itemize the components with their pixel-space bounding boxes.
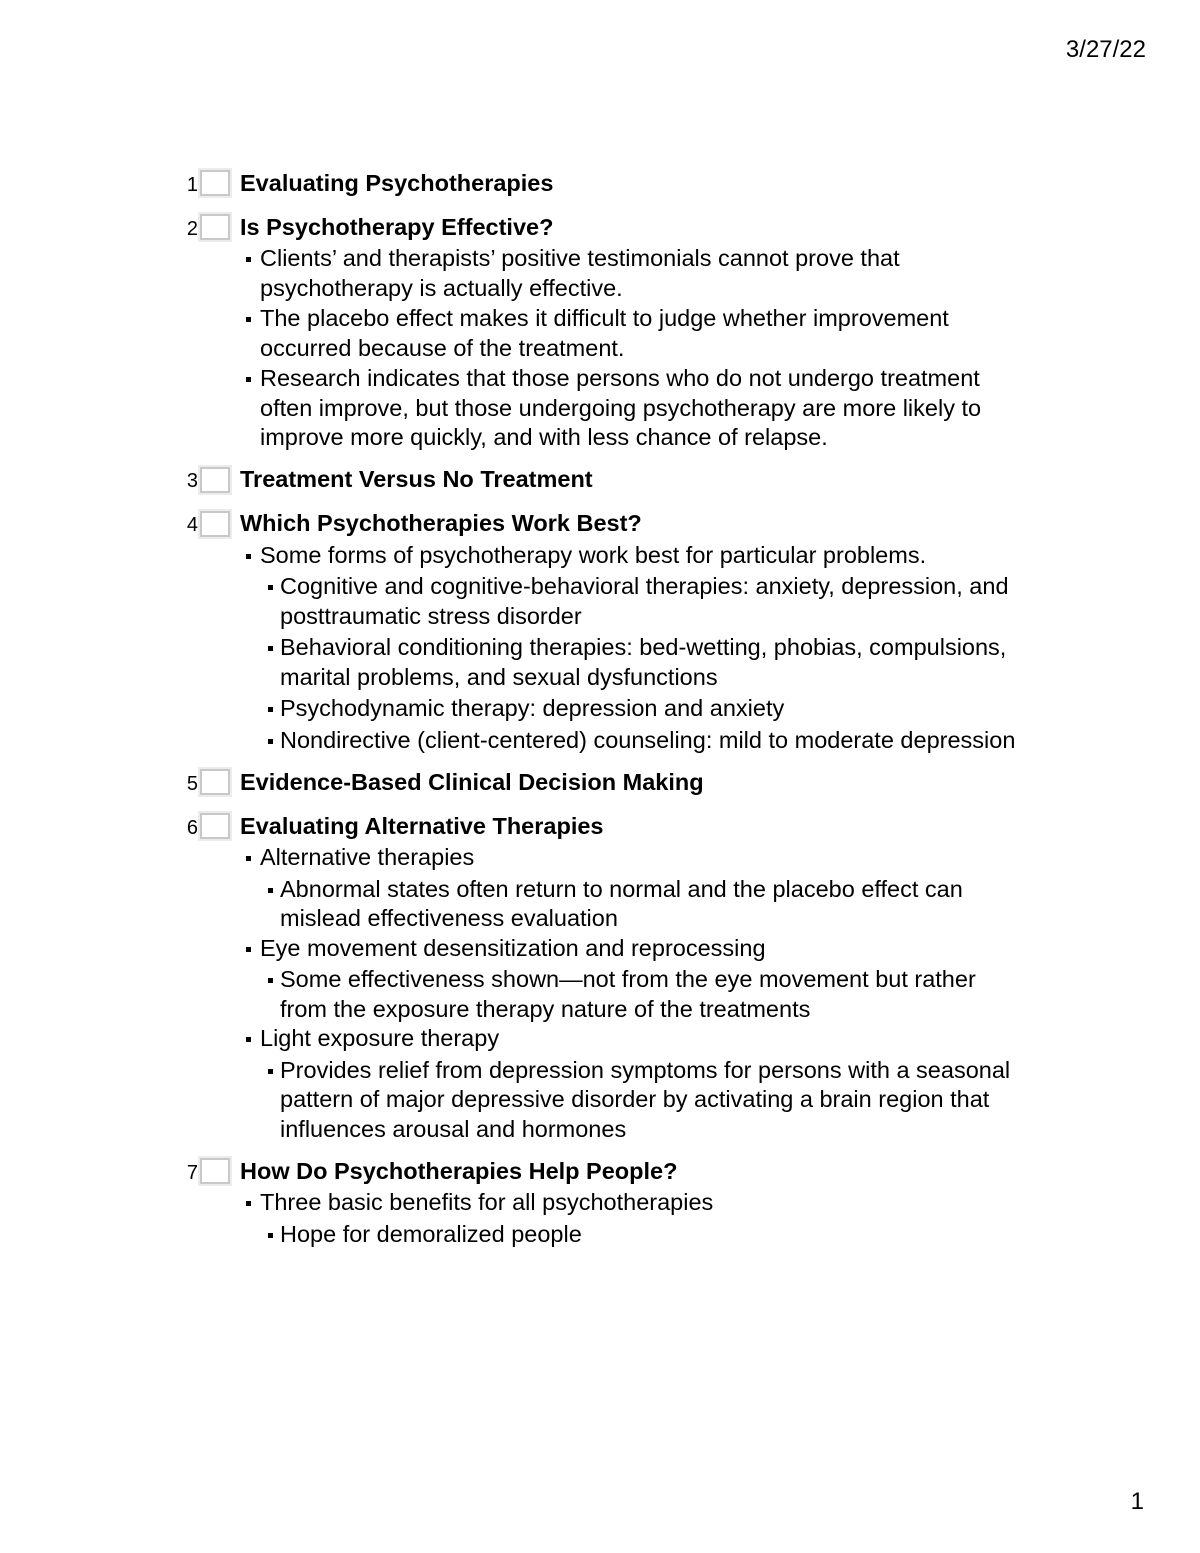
slide-entry (176, 463, 1056, 497)
bullet-item: Eye movement desensitization and reprocessing (176, 934, 1020, 964)
sub-bullet-item: Provides relief from depression symptoms for persons with a seasonal pattern of major depressive disorder by activating a brain region that influences arousal and hormones (176, 1056, 1020, 1145)
bullet-list (176, 1188, 1056, 1249)
page-number: 1 (1130, 1488, 1144, 1515)
slide-number: 5 (186, 772, 198, 795)
slide-thumbnail (200, 511, 230, 537)
slide-entry (176, 1154, 1056, 1249)
slide-title: Evaluating Psychotherapies (240, 169, 554, 196)
sub-bullet-item: Cognitive and cognitive-behavioral therapies: anxiety, depression, and posttraumatic stress disorder (176, 572, 1020, 631)
slide-title: How Do Psychotherapies Help People? (240, 1157, 678, 1184)
slide-number: 3 (186, 470, 198, 492)
slide-title: Evaluating Alternative Therapies (240, 812, 604, 839)
slide-header (176, 210, 1056, 244)
bullet-item: Alternative therapies (176, 843, 1020, 873)
sub-bullet-item: Hope for demoralized people (176, 1220, 1020, 1250)
slide-number: 4 (186, 514, 198, 536)
slide-thumbnail (200, 813, 230, 839)
slide-thumbnail (200, 214, 230, 240)
slide-title: Evidence-Based Clinical Decision Making (240, 768, 704, 795)
slide-entry (176, 507, 1056, 756)
sub-bullet-item: Nondirective (client-centered) counseling: mild to moderate depression (176, 726, 1020, 756)
slide-number: 6 (186, 816, 198, 839)
bullet-list (176, 244, 1056, 453)
sub-bullet-item: Behavioral conditioning therapies: bed-wetting, phobias, compulsions, marital problems, and sexual dysfunctions (176, 633, 1020, 692)
bullet-item: Clients’ and therapists’ positive testimonials cannot prove that psychotherapy is actually effective. (176, 244, 1020, 303)
sub-bullet-item: Abnormal states often return to normal and the placebo effect can mislead effectiveness evaluation (176, 875, 1020, 934)
sub-bullet-item: Psychodynamic therapy: depression and anxiety (176, 694, 1020, 724)
bullet-item: The placebo effect makes it difficult to judge whether improvement occurred because of the treatment. (176, 304, 1020, 363)
slide-thumbnail (200, 769, 230, 795)
slide-thumbnail (200, 1158, 230, 1184)
slide-entry (176, 765, 1056, 799)
slide-entry (176, 210, 1056, 453)
slide-header (176, 809, 1056, 843)
slide-header (176, 765, 1056, 799)
slide-header (176, 166, 1056, 200)
slide-thumbnail (200, 170, 230, 196)
slide-thumbnail (200, 467, 230, 493)
bullet-item: Some forms of psychotherapy work best for particular problems. (176, 541, 1020, 571)
slide-entry (176, 809, 1056, 1144)
slide-entry (176, 166, 1056, 200)
bullet-item: Light exposure therapy (176, 1024, 1020, 1054)
slide-title: Treatment Versus No Treatment (240, 466, 593, 492)
slide-title: Which Psychotherapies Work Best? (240, 510, 642, 536)
slide-number: 2 (186, 217, 198, 240)
slide-notes-list (176, 166, 1056, 1259)
slide-number: 1 (186, 173, 198, 196)
slide-number: 7 (186, 1161, 198, 1184)
page-date: 3/27/22 (1065, 36, 1146, 63)
slide-header (176, 463, 1056, 497)
bullet-list (176, 843, 1056, 1144)
slide-header (176, 1154, 1056, 1188)
sub-bullet-item: Some effectiveness shown—not from the eye movement but rather from the exposure therapy nature of the treatments (176, 965, 1020, 1024)
bullet-item: Three basic benefits for all psychotherapies (176, 1188, 1020, 1218)
slide-title: Is Psychotherapy Effective? (240, 213, 554, 240)
slide-header (176, 507, 1056, 541)
bullet-list (176, 541, 1056, 756)
bullet-item: Research indicates that those persons who do not undergo treatment often improve, but those undergoing psychotherapy are more likely to improve more quickly, and with less chance of relapse. (176, 364, 1020, 453)
